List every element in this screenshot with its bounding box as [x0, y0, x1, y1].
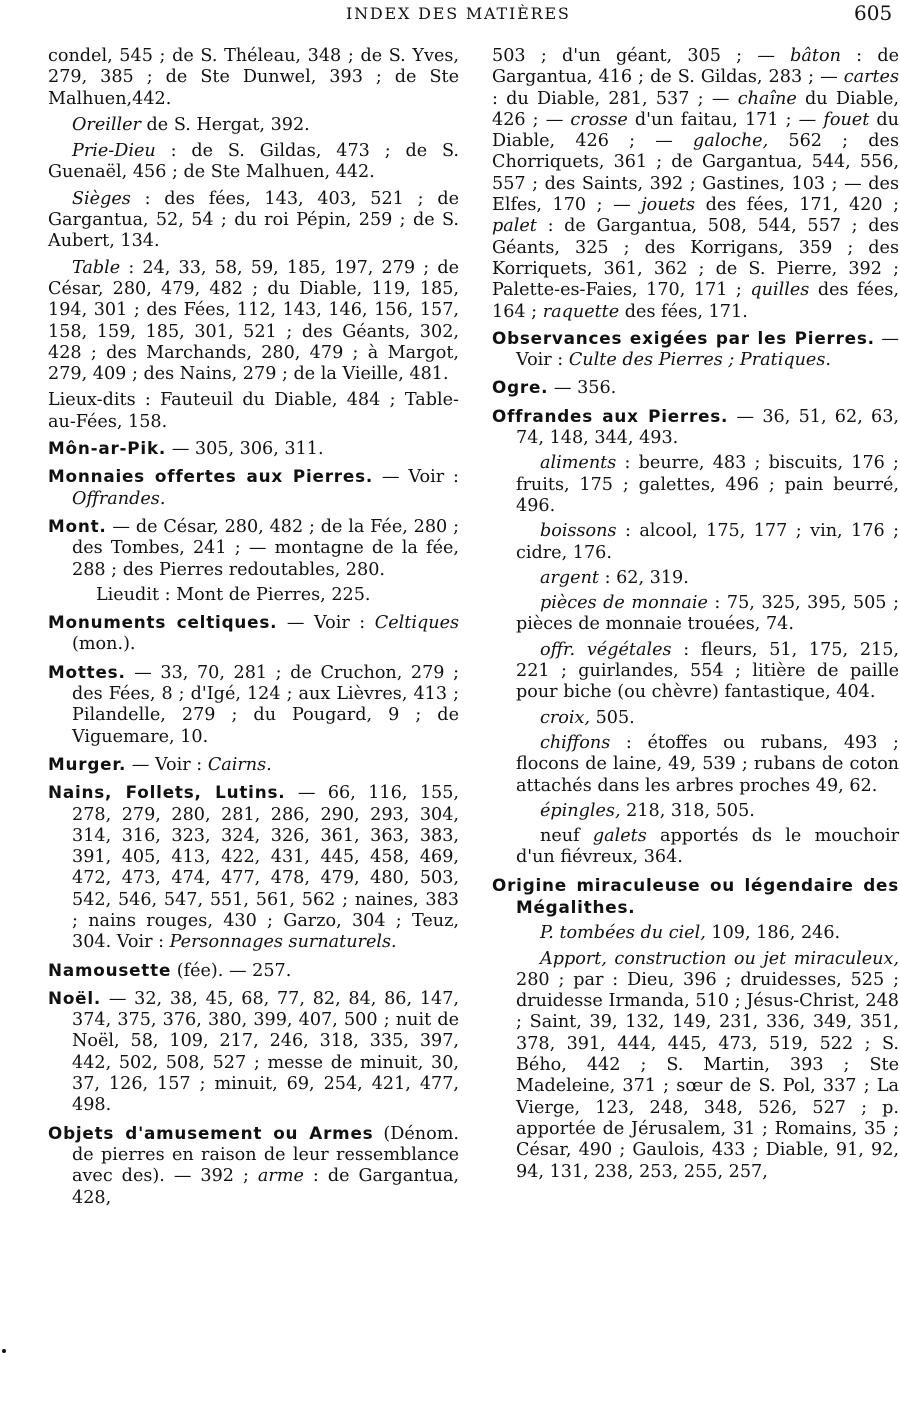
italic-term: galoche, — [693, 131, 769, 152]
italic-term: Table — [72, 257, 121, 278]
italic-term: épingles, — [540, 800, 621, 821]
entry-headword: Origine miraculeuse ou légendaire des Mégalithes. — [492, 874, 899, 917]
entry-headword: Namousette — [48, 959, 172, 980]
entry-text: 503 ; d'un géant, 305 ; — — [492, 46, 775, 66]
entry-headword: Observances exigées par les Pierres. — [492, 327, 875, 348]
entry-paragraph — [516, 640, 899, 704]
entry-paragraph — [516, 453, 899, 517]
entry-heading-line — [48, 1123, 459, 1209]
entry-heading-line — [48, 516, 459, 581]
italic-term: quilles — [750, 280, 810, 301]
entry-heading-line — [48, 466, 459, 510]
index-entry — [48, 466, 459, 510]
entry-text: apportés ds le mouchoir d'un fiévreux, 364. — [516, 826, 899, 868]
entry-text: — 33, 70, 281 ; de Cruchon, 279 ; des Fées, 8 ; d'Igé, 124 ; aux Lièvres, 413 ; Pilandelle, 279 ; du Pougard, 9 ; de Viguemare, 10. — [72, 662, 460, 747]
index-entry — [48, 988, 459, 1117]
margin-dot — [2, 1349, 6, 1353]
italic-term: pièces de monnaie — [540, 593, 708, 614]
index-entry — [492, 875, 899, 1183]
entry-heading-line — [492, 406, 899, 450]
index-entry — [492, 377, 899, 399]
entry-text: Lieudit : Mont de Pierres, 225. — [96, 584, 371, 605]
entry-paragraph — [492, 46, 899, 323]
entry-headword: Monuments celtiques. — [48, 612, 278, 633]
italic-term: Sièges — [72, 188, 131, 209]
entry-text: — 32, 38, 45, 68, 77, 82, 84, 86, 147, 374, 375, 376, 380, 399, 407, 500 ; nuit de Noël, 58, 109, 217, 246, 318, 335, 397, 442, 502, 508, 527 ; messe de minuit, 30, 37, 126, 157 ; minuit, 69, 254, 421, 477, 498. — [72, 988, 459, 1116]
entry-text: : fleurs, 51, 175, 215, 221 ; guirlandes, 554 ; litière de paille pour biche (ou chèvre) fantastique, 404. — [516, 639, 900, 703]
entry-text: d'un faitau, 171 ; — — [634, 109, 817, 130]
italic-term: cartes — [843, 67, 899, 88]
italic-term: fouet — [823, 109, 870, 130]
entry-text: — 305, 306, 311. — [171, 439, 324, 460]
entry-heading-line — [492, 328, 899, 372]
entry-headword: Noël. — [48, 987, 102, 1008]
entry-text: du Diable, 426 ; — — [492, 109, 899, 152]
entry-headword: Mottes. — [48, 661, 126, 682]
entry-heading-line — [492, 377, 899, 399]
entry-text: : des fées, 143, 403, 521 ; de Gargantua, 52, 54 ; du roi Pépin, 259 ; de S. Aubert, 134. — [48, 188, 460, 252]
entry-text: : beurre, 483 ; biscuits, 176 ; fruits, 175 ; galettes, 496 ; pain beurré, 496. — [516, 453, 899, 516]
entry-text: des fées, 171. — [624, 301, 748, 322]
entry-text: 218, 318, 505. — [626, 800, 755, 821]
entry-paragraph — [516, 733, 899, 797]
italic-term: palet — [492, 216, 537, 237]
entry-text: : de Gargantua, 508, 544, 557 ; des Géants, 325 ; des Korrigans, 359 ; des Korriquets, 361, 362 ; de S. Pierre, 392 ; Palette-es-Faies, 170, 171 ; — [492, 216, 899, 301]
index-entry — [48, 754, 459, 776]
running-head — [0, 0, 900, 30]
entry-heading-line — [48, 988, 459, 1117]
index-entry — [48, 782, 459, 953]
entry-text: : du Diable, 281, 537 ; — — [492, 88, 730, 109]
index-entry — [48, 612, 459, 656]
italic-term: chaîne — [737, 88, 797, 109]
entry-text: : de Gargantua, 416 ; de S. Gildas, 283 ; — — [492, 46, 899, 88]
entry-text: — Voir : — [131, 754, 203, 775]
entry-text: 505. — [595, 707, 635, 728]
entry-text: des fées, 171, 420 ; — [705, 195, 899, 216]
entry-text: : alcool, 175, 177 ; vin, 176 ; cidre, 176. — [516, 521, 900, 563]
entry-text: condel, 545 ; de S. Théleau, 348 ; de S. Yves, 279, 385 ; de Ste Dunwel, 393 ; de Ste Malhuen,442. — [48, 46, 459, 109]
entry-heading-line — [492, 875, 899, 920]
italic-term: Cairns. — [207, 754, 272, 775]
running-header-title: INDEX DES MATIÈRES — [346, 4, 571, 23]
italic-term: Prie-Dieu — [72, 141, 156, 162]
entry-text: des fées, 164 ; — [492, 280, 899, 322]
left-index-column — [48, 46, 459, 1215]
entry-paragraph — [48, 46, 459, 110]
page-number: 605 — [854, 1, 893, 25]
entry-paragraph — [48, 115, 459, 136]
entry-paragraph — [516, 568, 899, 589]
entry-text: 562 ; des Chorriquets, 361 ; de Gargantua, 544, 556, 557 ; des Saints, 392 ; Gastines, 103 ; — des Elfes, 170 ; — — [492, 131, 899, 216]
entry-heading-line — [48, 960, 459, 982]
entry-text: (Dénom. de pierres en raison de leur ressemblance avec des). — 392 ; — [72, 1123, 459, 1187]
italic-term: raquette — [542, 301, 620, 322]
entry-text: neuf — [540, 826, 580, 847]
italic-term: P. tombées du ciel, — [540, 923, 706, 944]
entry-text: : de Gargantua, 428, — [72, 1166, 460, 1208]
entry-text: 280 ; par : Dieu, 396 ; druidesses, 525 ; druidesse Irmanda, 510 ; Jésus-Christ, 248 ; Saint, 39, 132, 149, 231, 336, 349, 351, 378, 391, 444, 445, 473, 519, 522 ; S. Bého, 442 ; S. Martin, 393 ; Ste Madeleine, 371 ; sœur de S. Pol, 337 ; La Vierge, 123, 248, 348, 526, 527 ; p. apportée de Jérusalem, 31 ; Romains, 35 ; César, 490 ; Gaulois, 433 ; Diable, 91, 92, 94, 131, 238, 253, 255, 257, — [516, 969, 899, 1182]
entry-heading-line — [48, 754, 459, 776]
entry-text: — Voir : — [516, 328, 899, 371]
entry-paragraph — [48, 258, 459, 386]
italic-term: Oreiller — [72, 114, 141, 135]
entry-heading-line — [48, 662, 459, 748]
entry-text: : 75, 325, 395, 505 ; pièces de monnaie trouées, 74. — [516, 593, 899, 635]
entry-headword: Monnaies offertes aux Pierres. — [48, 466, 374, 487]
italic-term: bâton — [790, 46, 841, 66]
entry-heading-line — [48, 438, 459, 460]
italic-term: arme — [257, 1166, 304, 1187]
entry-headword: Môn-ar-Pik. — [48, 438, 167, 459]
entry-paragraph — [516, 949, 899, 1183]
italic-term: argent — [540, 567, 599, 588]
entry-text: — de César, 280, 482 ; de la Fée, 280 ; des Tombes, 241 ; — montagne de la fée, 288 ; des Pierres redoutables, 280. — [72, 516, 459, 580]
entry-paragraph — [48, 390, 459, 433]
entry-text: du Diable, 426 ; — — [492, 88, 900, 130]
entry-paragraph — [516, 521, 899, 564]
entry-headword: Mont. — [48, 515, 107, 536]
entry-text: — Voir : — [286, 613, 366, 634]
italic-term: jouets — [641, 195, 696, 216]
entry-text: 109, 186, 246. — [711, 923, 841, 944]
entry-text: de S. Hergat, 392. — [146, 114, 310, 135]
entry-text: — Voir : — [381, 467, 459, 488]
entry-paragraph — [72, 585, 459, 606]
entry-text: : 62, 319. — [604, 567, 689, 588]
entry-text: (fée). — 257. — [176, 960, 292, 981]
entry-heading-line — [48, 612, 459, 656]
index-entry — [48, 662, 459, 748]
continued-entry — [492, 46, 899, 323]
continued-entry — [48, 46, 459, 433]
italic-term: croix, — [540, 707, 590, 728]
entry-paragraph — [516, 801, 899, 822]
entry-paragraph — [48, 141, 459, 184]
italic-term: Culte des Pierres ; Pratiques. — [568, 350, 831, 371]
index-entry — [48, 960, 459, 982]
entry-paragraph — [516, 593, 899, 636]
entry-paragraph — [516, 923, 899, 944]
entry-headword: Ogre. — [492, 377, 549, 398]
entry-headword: Nains, Follets, Lutins. — [48, 782, 286, 803]
italic-term: offr. végétales — [540, 639, 672, 660]
italic-term: crosse — [570, 109, 628, 130]
entry-text: — 356. — [553, 378, 617, 399]
index-entry — [48, 438, 459, 460]
entry-paragraph — [516, 708, 899, 729]
entry-paragraph — [48, 189, 459, 253]
entry-text: : étoffes ou rubans, 493 ; flocons de laine, 49, 539 ; rubans de coton attachés dans les arbres proches 49, 62. — [516, 732, 899, 796]
entry-text: Lieux-dits : Fauteuil du Diable, 484 ; Table-au-Fées, 158. — [48, 390, 459, 432]
index-entry — [48, 1123, 459, 1209]
index-entry — [492, 328, 899, 372]
entry-text: (mon.). — [72, 634, 136, 655]
entry-paragraph — [516, 826, 899, 869]
index-entry — [48, 516, 459, 606]
italic-term: Celtiques — [374, 613, 460, 634]
entry-headword: Murger. — [48, 753, 127, 774]
entry-headword: Offrandes aux Pierres. — [492, 405, 729, 426]
italic-term: aliments — [540, 453, 617, 474]
entry-text: — 66, 116, 155, 278, 279, 280, 281, 286, 290, 293, 304, 314, 316, 323, 324, 326, 361, 363, 383, 391, 405, 413, 422, 431, 445, 458, 469, 472, 473, 474, 477, 478, 479, 480, 503, 542, 546, 547, 551, 561, 562 ; naines, 383 ; nains rouges, 430 ; Garzo, 304 ; Teuz, 304. Voir : — [72, 783, 459, 953]
entry-headword: Objets d'amusement ou Armes — [48, 1122, 374, 1143]
italic-term: Personnages surnaturels. — [169, 932, 397, 953]
entry-heading-line — [48, 782, 459, 953]
entry-text: : 24, 33, 58, 59, 185, 197, 279 ; de César, 280, 479, 482 ; du Diable, 119, 185, 194, 301 ; des Fées, 112, 143, 146, 156, 157, 158, 159, 185, 301, 521 ; des Géants, 302, 428 ; des Marchands, 280, 479 ; à Margot, 279, 409 ; des Nains, 279 ; de la Vieille, 481. — [48, 257, 460, 385]
entry-text: — 36, 51, 62, 63, 74, 148, 344, 493. — [516, 406, 900, 449]
index-entry — [492, 406, 899, 869]
italic-term: Apport, construction ou jet miraculeux, — [540, 948, 899, 969]
italic-term: Offrandes. — [72, 488, 166, 509]
right-index-column — [492, 46, 899, 1189]
italic-term: galets — [592, 826, 647, 847]
entry-text: : de S. Gildas, 473 ; de S. Guenaël, 456 ; de Ste Malhuen, 442. — [48, 141, 460, 183]
italic-term: chiffons — [540, 732, 611, 753]
italic-term: boissons — [540, 521, 617, 542]
